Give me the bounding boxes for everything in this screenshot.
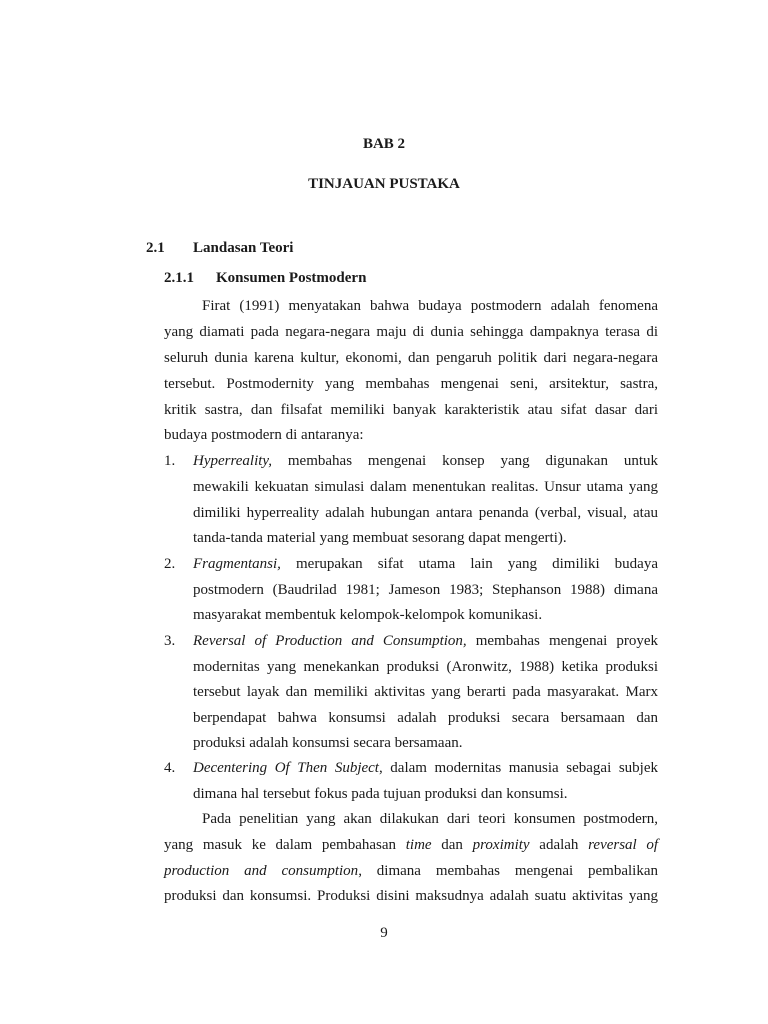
paragraph-line: Firat (1991) menyatakan bahwa budaya postmodern adalah fenomena [202, 298, 658, 314]
paragraph-line: Pada penelitian yang akan dilakukan dari teori konsumen postmodern, [202, 811, 658, 827]
list-item-line: tersebut layak dan memiliki aktivitas yang berarti pada masyarakat. Marx [193, 684, 658, 700]
list-item-line: masyarakat membentuk kelompok-kelompok komunikasi. [193, 607, 543, 623]
list-item-term: Decentering Of Then Subject [193, 760, 379, 776]
list-item-first-line: Decentering Of Then Subject, dalam modernitas manusia sebagai subjek [193, 760, 658, 776]
list-item-line: mewakili kekuatan simulasi dalam menentukan realitas. Unsur utama yang [193, 479, 658, 495]
list-item-first-line: Hyperreality, membahas mengenai konsep yang digunakan untuk [193, 453, 658, 469]
paragraph-line: tersebut. Postmodernity yang membahas mengenai seni, arsitektur, sastra, [164, 376, 658, 392]
list-item-line: dimana hal tersebut fokus pada tujuan produksi dan konsumsi. [193, 786, 568, 802]
chapter-label: BAB 2 [362, 136, 406, 152]
paragraph-line: budaya postmodern di antaranya: [164, 427, 364, 443]
list-item-line: produksi adalah konsumsi secara bersamaan. [193, 735, 463, 751]
list-item-number: 1. [164, 453, 176, 469]
chapter-title: TINJAUAN PUSTAKA [308, 176, 460, 192]
list-item-number: 2. [164, 556, 176, 572]
page-number: 9 [380, 925, 388, 941]
list-item-first-line: Reversal of Production and Consumption, membahas mengenai proyek [193, 633, 658, 649]
section-title: Landasan Teori [193, 240, 294, 256]
list-item-line: modernitas yang menekankan produksi (Aronwitz, 1988) ketika produksi [193, 659, 658, 675]
list-item-line: postmodern (Baudrilad 1981; Jameson 1983; Stephanson 1988) dimana [193, 582, 658, 598]
list-item-first-line: Fragmentansi, merupakan sifat utama lain yang dimiliki budaya [193, 556, 658, 572]
list-item-number: 3. [164, 633, 176, 649]
section-number: 2.1 [146, 240, 165, 256]
paragraph-line: kritik sastra, dan filsafat memiliki banyak karakteristik atau sifat dasar dari [164, 402, 658, 418]
paragraph-line: yang diamati pada negara-negara maju di dunia sehingga dampaknya terasa di [164, 324, 658, 340]
paragraph-line: yang masuk ke dalam pembahasan time dan proximity adalah reversal of [164, 837, 659, 853]
list-item-line: dimiliki hyperreality adalah hubungan antara penanda (verbal, visual, atau [193, 505, 658, 521]
paragraph-line: production and consumption, dimana membahas mengenai pembalikan [164, 863, 658, 879]
list-item-line: tanda-tanda material yang membuat sesorang dapat mengerti). [193, 530, 567, 546]
list-item-number: 4. [164, 760, 176, 776]
list-item-term: Hyperreality, [193, 453, 273, 469]
list-item-line: berpendapat bahwa konsumsi adalah produksi secara bersamaan dan [193, 710, 658, 726]
subsection-number: 2.1.1 [164, 270, 194, 286]
paragraph-line: produksi dan konsumsi. Produksi disini maksudnya adalah suatu aktivitas yang [164, 888, 658, 904]
list-item-term: Fragmentansi, [193, 556, 281, 572]
subsection-title: Konsumen Postmodern [216, 270, 367, 286]
list-item-term: Reversal of Production and Consumption, [193, 633, 467, 649]
paragraph-line: seluruh dunia karena kultur, ekonomi, dan pengaruh politik dari negara-negara [164, 350, 658, 366]
